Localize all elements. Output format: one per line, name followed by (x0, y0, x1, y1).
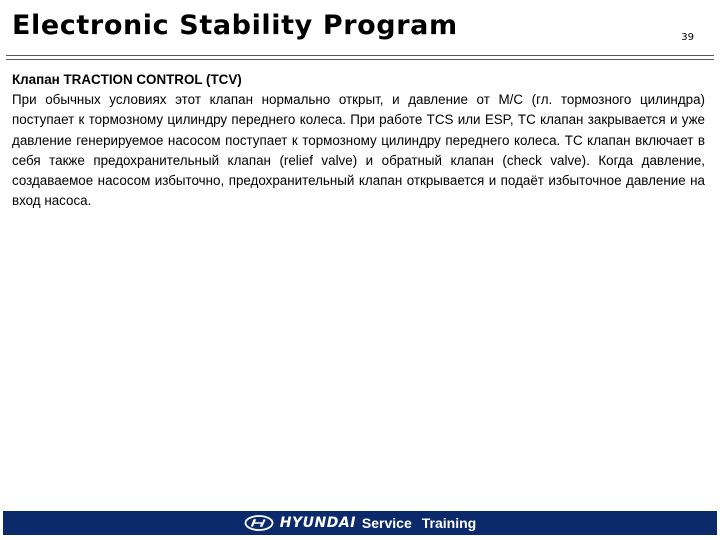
section-heading: Клапан TRACTION CONTROL (TCV) (12, 72, 242, 87)
footer-logo (244, 515, 476, 531)
body-paragraph: При обычных условиях этот клапан нормально открыт, и давление от М/С (гл. тормозного цилиндра) поступает к тормозному цилиндру переднего колеса. При работе TCS или ESP, ТС клапан закрывается и уже давление генерируемое насосом поступает к тормозному цилиндру переднего колеса. ТС клапан включает в себя также предохранительный клапан (relief valve) и обратный клапан (check valve). Когда давление, создаваемое насосом избыточно, предохранительный клапан открывается и подаёт избыточное давление на вход насоса. (12, 92, 705, 209)
service-text: Service (361, 515, 412, 531)
page-number: 39 (681, 32, 694, 43)
slide-content (12, 70, 705, 211)
header-divider-top (6, 55, 714, 56)
footer-bar (3, 511, 717, 535)
hyundai-brand-text: HYUNDAI (279, 515, 356, 531)
training-text: Training (421, 515, 477, 531)
slide-title: Electronic Stability Program (12, 10, 458, 41)
hyundai-logo-icon (244, 515, 274, 531)
header-divider-bottom (6, 59, 714, 60)
